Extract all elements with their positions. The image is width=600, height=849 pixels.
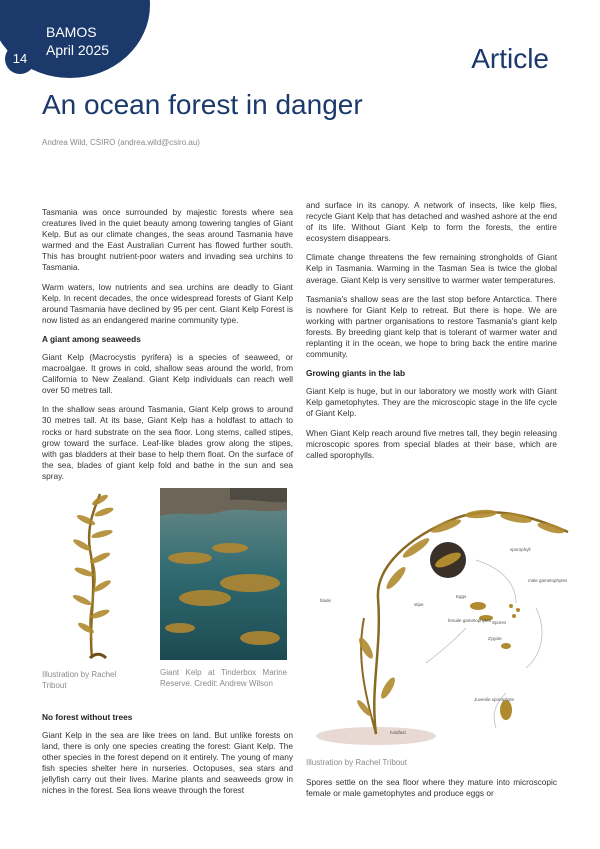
paragraph: When Giant Kelp reach around five metres tall, they begin releasing microscopic spores from special blades at their base, which are called sporophylls. [306,427,557,460]
paragraph: In the shallow seas around Tasmania, Giant Kelp grows to around 30 metres tall. At its base, Giant Kelp has a holdfast to attach to rocks or hard substrate on the sea floor. Long stems, called stipes, grow toward the surface. Leaf-like blades grow along the stipes, with gas bladders at their base to help them float. On the surface of the sea, blades of giant kelp fold and bathe in the sun and sea spray. [42,404,293,481]
page-number: 14 [12,51,28,66]
column-left-bottom [42,712,293,805]
section-heading: No forest without trees [42,712,133,722]
article-author: Andrea Wild, CSIRO (andrea.wild@csiro.au) [42,138,200,147]
paragraph: Warm waters, low nutrients and sea urchins are deadly to Giant Kelp. In recent decades, the once widespread forests of Giant Kelp around Tasmania have declined by 95 per cent. Giant Kelp Forest is now listed as an endangered marine community type. [42,281,293,325]
article-title: An ocean forest in danger [42,89,363,120]
paragraph: Giant Kelp in the sea are like trees on land. But unlike forests on land, there is only one species creating the forest: Giant Kelp. The other species in the forest depend on it entirely. The young of many fish species shelter here in nurseries. Octopuses, sea stars and jellyfish carry out their lives. Marine plants and seaweeds grow in niches in the forest. Sea lions weave through the forest [42,730,293,796]
label-stipe: stipe [414,602,424,607]
label-sporophyll: sporophyll [510,547,531,552]
paragraph: Tasmania's shallow seas are the last stop before Antarctica. There is nowhere for Giant Kelp to retreat. But there is hope. We are working with partner organisations to restore Tasmania's giant kelp forests. By breeding giant kelp that is tolerant of warmer water and replanting it in the ocean, we hope to bring back the entire marine community. [306,293,557,360]
column-right-bottom [306,777,557,807]
paragraph: Spores settle on the sea floor where they mature into microscopic female or male gametophytes and produce eggs or [306,777,557,799]
column-left-top [42,207,293,490]
label-female-gametophytes: female gametophytes [448,618,492,623]
paragraph: Climate change threatens the few remaining strongholds of Giant Kelp in Tasmania. Warming in the Tasman Sea is twice the global average. Giant Kelp is very sensitive to warmer water temperatures. [306,252,557,285]
section-heading: Growing giants in the lab [306,368,406,379]
label-blade: blade [320,598,332,603]
label-juvenile-sporophyte: Juvenile sporophyte [474,697,515,702]
kelp-photo [160,488,287,660]
figure-caption: Illustration by Rachel Tribout [42,670,117,690]
label-holdfast: holdfast [390,730,406,735]
publication-name: BAMOS [46,24,97,40]
label-spores: Spores [492,620,507,625]
figure-caption: Giant Kelp at Tinderbox Marine Reserve. Credit: Andrew Wilson [160,668,287,688]
kelp-lifecycle-diagram [306,488,578,752]
column-right-top [306,200,557,469]
section-label: Article [471,43,549,74]
label-eggs: Eggs [456,594,467,599]
paragraph: and surface in its canopy. A network of insects, like kelp flies, recycle Giant Kelp that has detached and washed ashore at the end of its life. Without Giant Kelp to form the forests, the entire ecosystem disappears. [306,200,557,244]
label-zygote: Zygote [488,636,502,641]
paragraph: Giant Kelp is huge, but in our laboratory we mostly work with Giant Kelp gametophytes. They are the microscopic stage in the life cycle of Giant Kelp. [306,386,557,419]
label-male-gametophytes: male gametophytes [528,578,568,583]
kelp-illustration [62,490,122,662]
figure-caption: Illustration by Rachel Tribout [306,758,407,767]
section-heading: A giant among seaweeds [42,333,141,344]
paragraph: Tasmania was once surrounded by majestic forests where sea creatures lived in the quiet beauty among towering tangles of Giant Kelp. But as our climate changes, the seas around Tasmania have warmed and the East Australian Current has flowed further south. This has brought nutrient-poor waters and invading sea urchins to Tasmania. [42,207,293,273]
publication-date: April 2025 [46,42,110,58]
paragraph: Giant Kelp (Macrocystis pyrifera) is a species of seaweed, or macroalgae. It grows in cold, shallow seas around the world, from California to New Zealand. Giant Kelp individuals can reach well over 50 metres tall. [42,351,293,396]
